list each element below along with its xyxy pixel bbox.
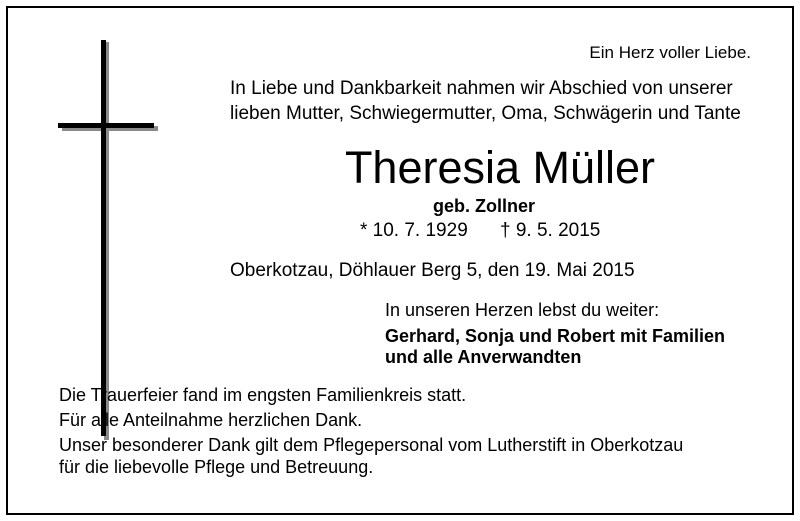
intro-line-2: lieben Mutter, Schwiegermutter, Oma, Schwägerin und Tante — [230, 103, 741, 124]
heart-line: In unseren Herzen lebst du weiter: — [385, 300, 660, 320]
motto-text: Ein Herz voller Liebe. — [589, 43, 751, 62]
note-line-2: Für alle Anteilnahme herzlichen Dank. — [59, 410, 363, 430]
deceased-name: Theresia Müller — [344, 142, 656, 193]
note-line-1: Die Trauerfeier fand im engsten Familienkreis statt. — [59, 385, 467, 405]
birth-date: * 10. 7. 1929 — [360, 220, 468, 241]
deceased-name-row — [0, 142, 800, 193]
intro-line-1: In Liebe und Dankbarkeit nahmen wir Abschied von unserer — [230, 78, 733, 99]
death-date: † 9. 5. 2015 — [500, 220, 601, 241]
maiden-name: geb. Zollner — [433, 196, 536, 216]
note-line-3: Unser besonderer Dank gilt dem Pflegepersonal vom Lutherstift in Oberkotzau — [59, 435, 684, 455]
family-line-1: Gerhard, Sonja und Robert mit Familien — [385, 326, 726, 346]
note-line-4: für die liebevolle Pflege und Betreuung. — [59, 457, 374, 477]
cross-icon — [58, 40, 158, 440]
place-and-date: Oberkotzau, Döhlauer Berg 5, den 19. Mai 2015 — [230, 260, 635, 281]
family-line-2: und alle Anverwandten — [385, 347, 582, 367]
